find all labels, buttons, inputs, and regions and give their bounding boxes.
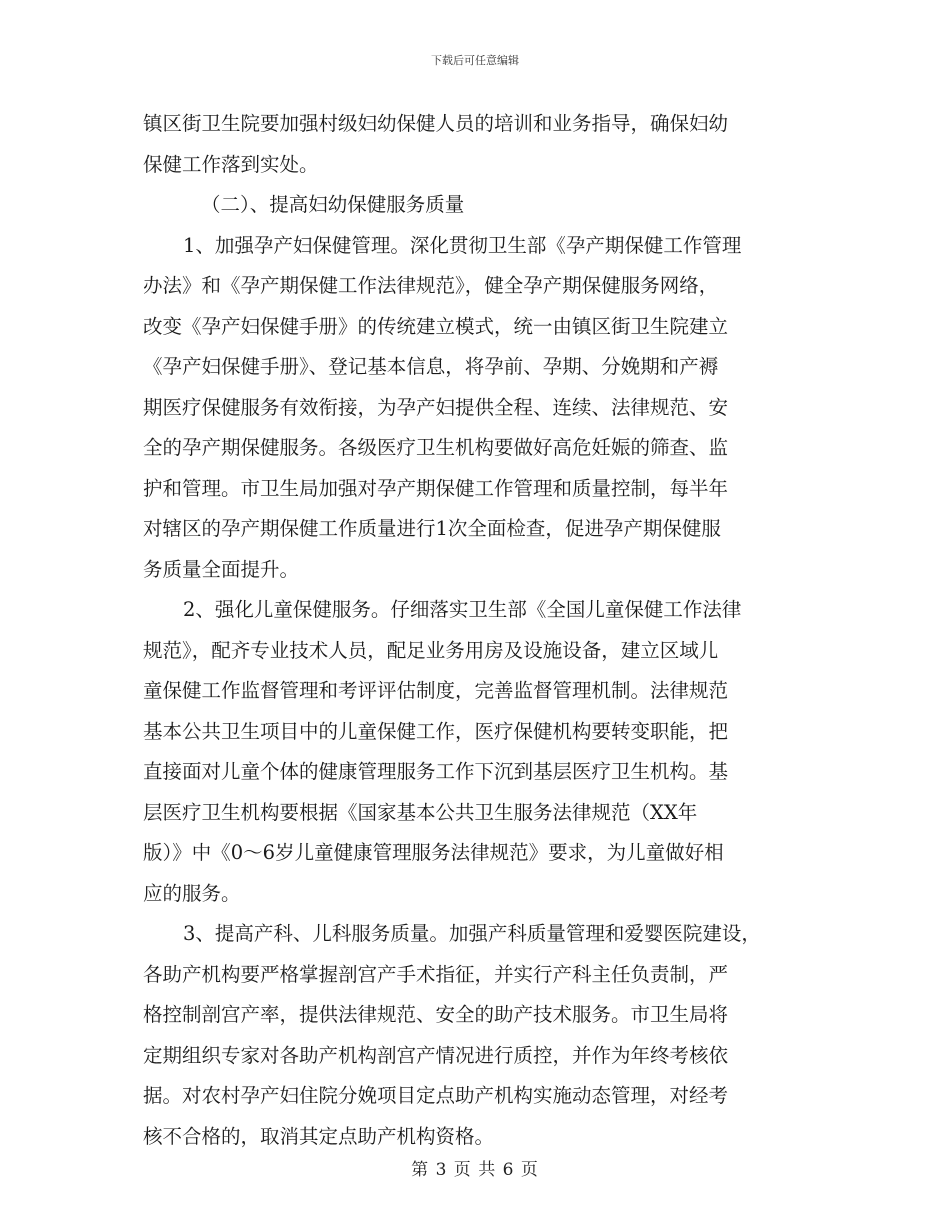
paragraph-line: 办法》和《孕产期保健工作法律规范》，健全孕产期保健服务网络，: [143, 274, 719, 297]
paragraph-line: 2、强化儿童保健服务。仔细落实卫生部《全国儿童保健工作法律: [183, 598, 742, 621]
paragraph-line: 规范》，配齐专业技术人员，配足业务用房及设施设备，建立区域儿: [143, 638, 719, 662]
paragraph-line: 镇区街卫生院要加强村级妇幼保健人员的培训和业务指导，确保妇幼: [143, 112, 729, 135]
paragraph-line: 应的服务。: [143, 881, 241, 905]
paragraph-line: 全的孕产期保健服务。各级医疗卫生机构要做好高危妊娠的筛查、监: [143, 436, 729, 459]
paragraph-line: 护和管理。市卫生局加强对孕产期保健工作管理和质量控制，每半年: [143, 476, 729, 500]
paragraph-line: 1、加强孕产妇保健管理。深化贯彻卫生部《孕产期保健工作管理: [183, 233, 742, 257]
paragraph-line: 期医疗保健服务有效衔接，为孕产妇提供全程、连续、法律规范、安: [143, 395, 729, 419]
paragraph-line: 直接面对儿童个体的健康管理服务工作下沉到基层医疗卫生机构。基: [143, 760, 729, 783]
paragraph-line: 定期组织专家对各助产机构剖宫产情况进行质控，并作为年终考核依: [143, 1043, 729, 1067]
paragraph-line: 核不合格的，取消其定点助产机构资格。: [143, 1124, 495, 1148]
page-header: 下载后可任意编辑: [431, 54, 519, 67]
paragraph-line: 各助产机构要严格掌握剖宫产手术指征，并实行产科主任负责制，严: [143, 962, 729, 986]
paragraph-line: 据。对农村孕产妇住院分娩项目定点助产机构实施动态管理，对经考: [143, 1084, 729, 1107]
paragraph-line: 对辖区的孕产期保健工作质量进行1次全面检查，促进孕产期保健服: [143, 517, 721, 540]
paragraph-line: 童保健工作监督管理和考评评估制度，完善监督管理机制。法律规范: [143, 679, 729, 702]
paragraph-line: 改变《孕产妇保健手册》的传统建立模式，统一由镇区街卫生院建立: [143, 314, 729, 338]
paragraph-line: 保健工作落到实处。: [143, 152, 319, 176]
paragraph-line: 3、提高产科、儿科服务质量。加强产科质量管理和爱婴医院建设，: [183, 922, 761, 945]
paragraph-line: 《孕产妇保健手册》、登记基本信息，将孕前、孕期、分娩期和产褥: [143, 355, 719, 378]
page-number-footer: 第 3 页 共 6 页: [411, 1160, 539, 1180]
paragraph-line: 务质量全面提升。: [143, 557, 300, 581]
section-heading: （二）、提高妇幼保健服务质量: [201, 193, 465, 216]
document-body: [143, 104, 833, 1157]
paragraph-line: 层医疗卫生机构要根据《国家基本公共卫生服务法律规范（XX年: [143, 800, 698, 824]
paragraph-line: 格控制剖宫产率，提供法律规范、安全的助产技术服务。市卫生局将: [143, 1003, 729, 1026]
paragraph-line: 基本公共卫生项目中的儿童保健工作，医疗保健机构要转变职能，把: [143, 719, 729, 743]
paragraph-line: 版）》中《0～6岁儿童健康管理服务法律规范》要求，为儿童做好相: [143, 841, 724, 864]
